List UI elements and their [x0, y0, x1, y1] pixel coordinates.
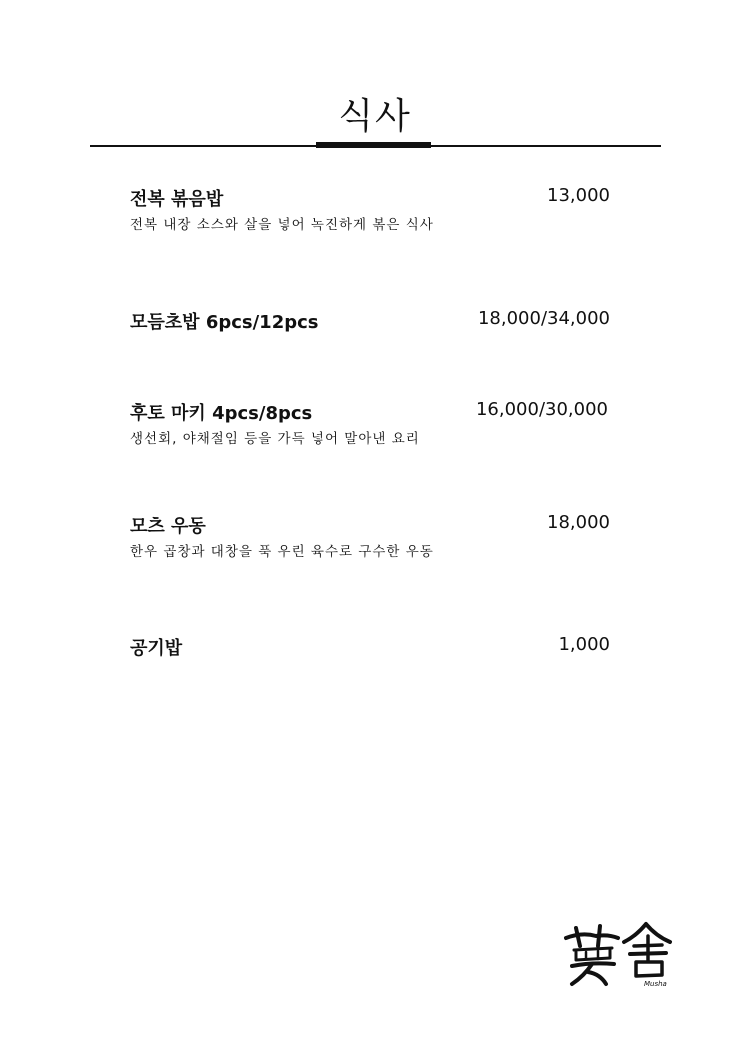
menu-item-price: 1,000 — [558, 634, 610, 655]
menu-item-price: 18,000 — [547, 512, 610, 533]
menu-item-description: 전복 내장 소스와 살을 넣어 녹진하게 볶은 식사 — [130, 217, 434, 233]
page-title: 식사 — [338, 96, 412, 137]
menu-item-name: 공기밥 — [130, 638, 183, 659]
menu-item-description: 생선회, 야채절임 등을 가득 넣어 말아낸 요리 — [130, 431, 420, 447]
logo-subtext: Musha — [644, 980, 667, 988]
menu-item-name: 모듬초밥 6pcs/12pcs — [130, 312, 319, 333]
menu-item-futomaki — [130, 399, 610, 447]
menu-item-price: 18,000/34,000 — [477, 308, 610, 329]
menu-item-price: 13,000 — [547, 185, 610, 206]
brand-logo — [562, 918, 682, 990]
menu-item-name: 전복 볶음밥 — [130, 189, 224, 210]
menu-item-assorted-sushi — [130, 308, 610, 334]
menu-item-name: 모츠 우동 — [130, 516, 206, 537]
menu-item-abalone-fried-rice — [130, 185, 610, 233]
menu-item-price: 16,000/30,000 — [475, 399, 608, 420]
menu-item-motsu-udon — [130, 512, 610, 560]
title-divider-accent — [316, 142, 431, 148]
menu-item-name: 후토 마키 4pcs/8pcs — [130, 403, 313, 424]
menu-item-rice — [130, 634, 610, 660]
menu-item-description: 한우 곱창과 대창을 푹 우린 육수로 구수한 우동 — [130, 544, 434, 560]
